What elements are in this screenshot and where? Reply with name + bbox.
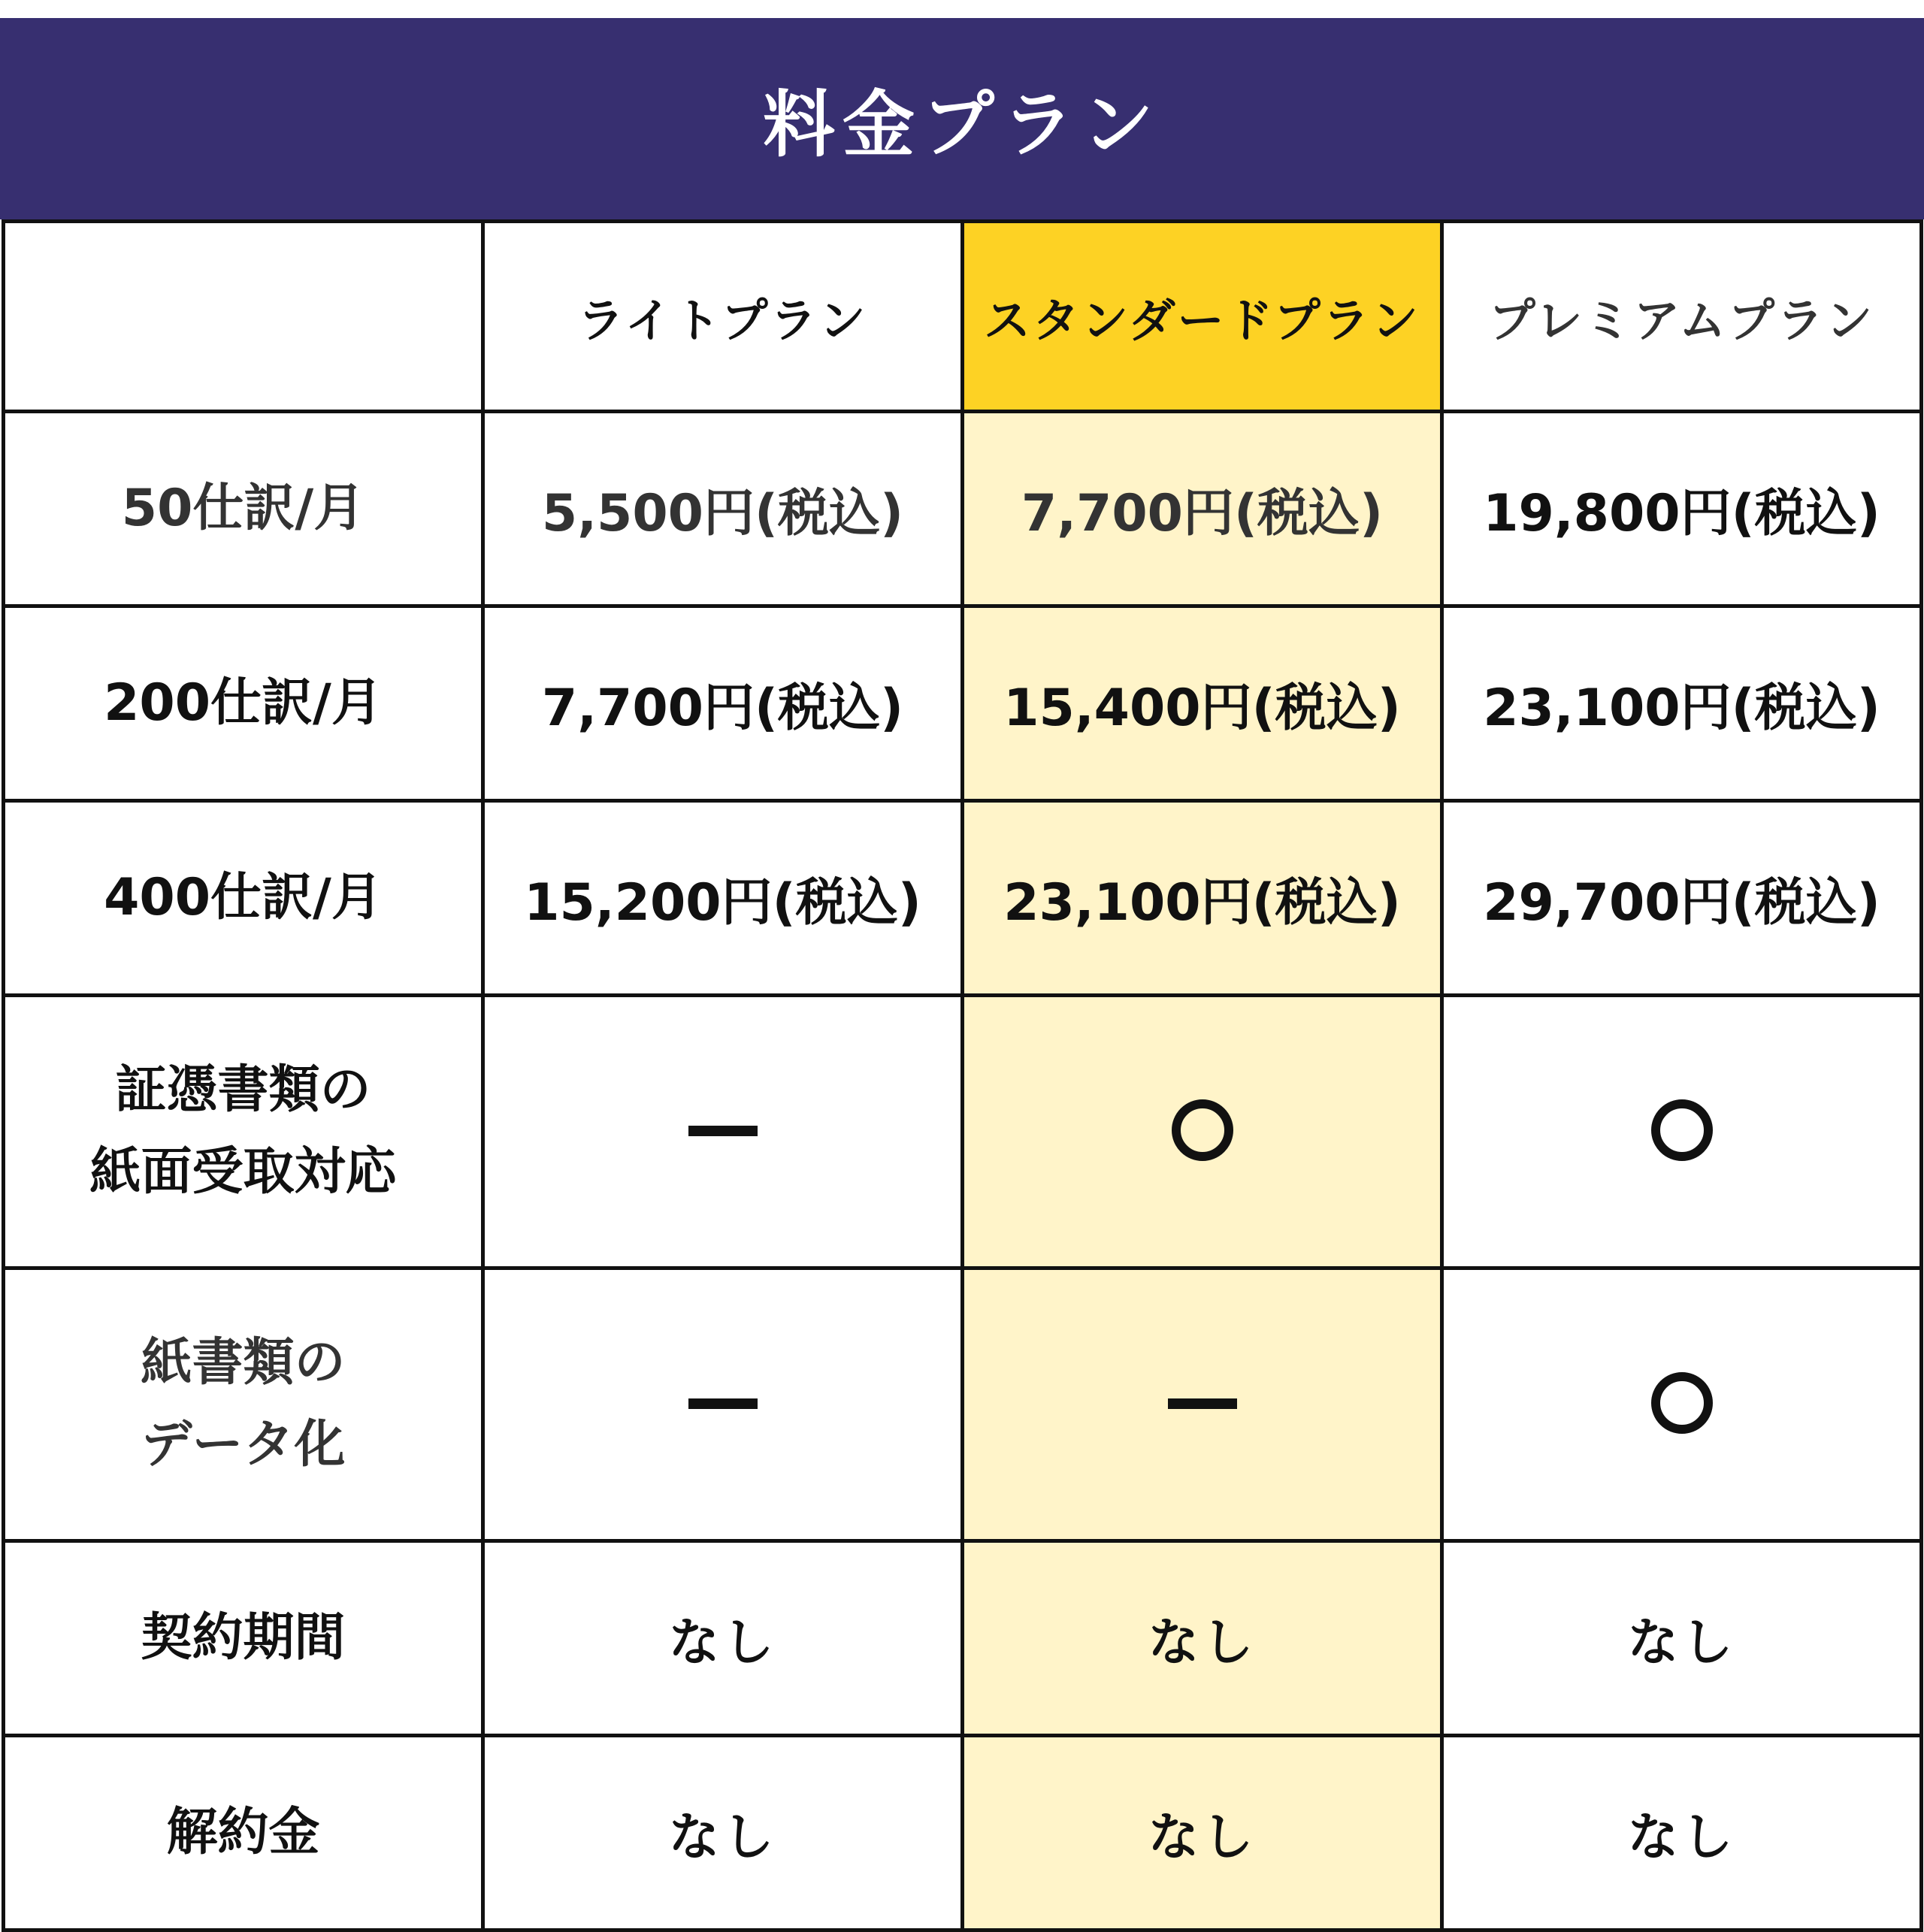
value-cell: [483, 1541, 963, 1736]
price-cell: [483, 606, 963, 801]
price-premium-50: 19,800円(税込): [1483, 483, 1880, 543]
title-bar: [0, 18, 1924, 219]
header-light-plan: [483, 222, 963, 412]
value-text: なし: [668, 1613, 777, 1673]
price-cell: [483, 801, 963, 996]
value-text: なし: [1627, 1807, 1736, 1867]
row-label-line: 紙面受取対応: [89, 1142, 397, 1202]
price-cell: [963, 606, 1442, 801]
table-row: [4, 801, 1922, 996]
feature-cell: [1442, 996, 1922, 1268]
price-standard-400: 23,100円(税込): [1003, 872, 1401, 933]
value-cell: [963, 1736, 1442, 1930]
price-standard-50: 7,700円(税込): [1021, 483, 1384, 543]
row-label-cell: [4, 996, 483, 1268]
dash-icon: [688, 1398, 758, 1409]
row-label-cell: [4, 1541, 483, 1736]
plan-name-standard: スタンダードプラン: [984, 292, 1420, 348]
row-label: 契約期間: [141, 1607, 346, 1667]
circle-icon: [1651, 1099, 1713, 1161]
table-row: [4, 606, 1922, 801]
price-cell: [1442, 412, 1922, 606]
row-label: 400仕訳/月: [104, 867, 383, 927]
price-cell: [483, 412, 963, 606]
row-label-line: データ化: [141, 1415, 346, 1474]
row-label-cell: [4, 606, 483, 801]
price-premium-200: 23,100円(税込): [1483, 678, 1880, 738]
circle-icon: [1172, 1099, 1233, 1161]
feature-cell: [483, 1268, 963, 1541]
row-label: 解約金: [166, 1802, 320, 1862]
value-text: なし: [668, 1807, 777, 1867]
price-cell: [963, 801, 1442, 996]
header-row: [4, 222, 1922, 412]
header-empty-cell: [4, 222, 483, 412]
feature-cell: [1442, 1268, 1922, 1541]
price-cell: [963, 412, 1442, 606]
value-text: なし: [1148, 1807, 1257, 1867]
pricing-table: [2, 219, 1923, 1932]
plan-name-light: ライトプラン: [577, 292, 868, 348]
row-label-cell: [4, 801, 483, 996]
feature-cell: [483, 996, 963, 1268]
feature-cell: [963, 996, 1442, 1268]
value-cell: [483, 1736, 963, 1930]
row-label-cell: [4, 1268, 483, 1541]
table-row: [4, 1268, 1922, 1541]
value-cell: [963, 1541, 1442, 1736]
price-cell: [1442, 801, 1922, 996]
price-light-400: 15,200円(税込): [524, 872, 921, 933]
row-label-cell: [4, 412, 483, 606]
row-label-line: 証憑書類の: [115, 1060, 371, 1120]
row-label-cell: [4, 1736, 483, 1930]
row-label: 50仕訳/月: [121, 478, 365, 538]
price-premium-400: 29,700円(税込): [1483, 872, 1880, 933]
circle-icon: [1651, 1372, 1713, 1434]
table-row: [4, 996, 1922, 1268]
page-title: 料金プラン: [763, 82, 1161, 167]
header-standard-plan: [963, 222, 1442, 412]
table-row: [4, 1736, 1922, 1930]
value-text: なし: [1148, 1613, 1257, 1673]
row-label: [5, 1050, 481, 1214]
dash-icon: [688, 1126, 758, 1136]
value-text: なし: [1627, 1613, 1736, 1673]
price-light-200: 7,700円(税込): [541, 678, 904, 738]
row-label: [5, 1323, 481, 1486]
header-premium-plan: [1442, 222, 1922, 412]
plan-name-premium: プレミアムプラン: [1488, 292, 1875, 348]
price-cell: [1442, 606, 1922, 801]
row-label: 200仕訳/月: [104, 673, 383, 733]
price-standard-200: 15,400円(税込): [1003, 678, 1401, 738]
row-label-line: 紙書類の: [141, 1333, 346, 1393]
feature-cell: [963, 1268, 1442, 1541]
value-cell: [1442, 1736, 1922, 1930]
table-row: [4, 412, 1922, 606]
value-cell: [1442, 1541, 1922, 1736]
table-row: [4, 1541, 1922, 1736]
price-light-50: 5,500円(税込): [541, 483, 904, 543]
dash-icon: [1168, 1398, 1237, 1409]
